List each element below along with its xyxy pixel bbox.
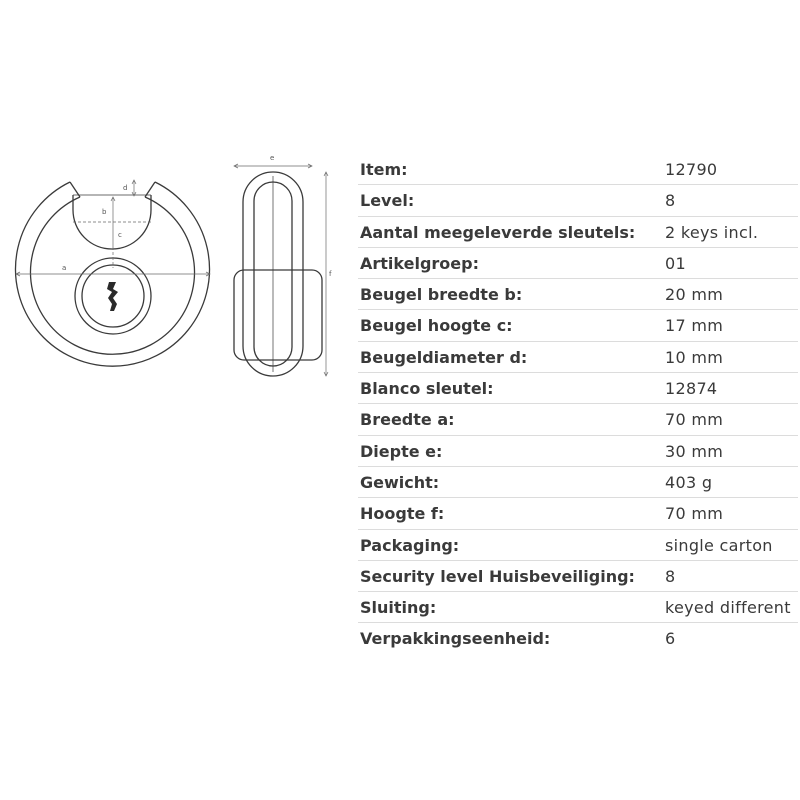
dim-label-d: d [123,184,128,192]
spec-value: 2 keys incl. [665,222,759,242]
spec-value: 6 [665,629,676,649]
spec-value: keyed different [665,598,791,618]
spec-label: Beugel breedte b: [360,285,523,305]
spec-label: Aantal meegeleverde sleutels: [360,222,636,242]
spec-value: 30 mm [665,441,724,461]
spec-row-level [358,185,798,216]
spec-value: 20 mm [665,285,724,305]
spec-label: Blanco sleutel: [360,379,494,399]
spec-label: Beugeldiameter d: [360,347,528,367]
spec-value: 10 mm [665,347,724,367]
spec-label: Beugel hoogte c: [360,316,513,336]
spec-label: Sluiting: [360,598,437,618]
spec-label: Security level Huisbeveiliging: [360,566,635,586]
spec-value: 403 g [665,472,713,492]
spec-row-weight [358,467,798,498]
dim-label-e: e [270,154,275,162]
spec-row-blank-key [358,373,798,404]
spec-label: Artikelgroep: [360,253,479,273]
spec-row-width [358,404,798,435]
spec-value: 17 mm [665,316,724,336]
spec-value: 70 mm [665,504,724,524]
spec-row-shackle-width [358,279,798,310]
spec-row-shackle-height [358,310,798,341]
spec-value: 70 mm [665,410,724,430]
dim-label-b: b [102,208,107,216]
spec-row-keys-included [358,217,798,248]
spec-row-shackle-diameter [358,342,798,373]
spec-label: Level: [360,191,415,211]
spec-row-item [358,154,798,185]
spec-label: Hoogte f: [360,504,445,524]
spec-table [358,154,798,655]
spec-row-depth [358,436,798,467]
spec-value: 8 [665,191,676,211]
spec-value: 12874 [665,379,718,399]
spec-value: 8 [665,566,676,586]
spec-label: Breedte a: [360,410,455,430]
spec-row-article-group [358,248,798,279]
padlock-side-view [234,172,322,376]
padlock-technical-drawing [0,0,340,800]
dim-label-c: c [118,231,122,239]
spec-row-packaging [358,530,798,561]
spec-value: 12790 [665,160,718,179]
spec-label: Packaging: [360,535,460,555]
spec-label: Verpakkingseenheid: [360,629,551,649]
spec-row-height [358,498,798,529]
spec-label: Diepte e: [360,441,443,461]
spec-value: single carton [665,535,773,555]
spec-value: 01 [665,253,686,273]
spec-label: Gewicht: [360,472,440,492]
spec-row-security-level [358,561,798,592]
dim-label-a: a [62,264,67,272]
keyway-icon [107,282,118,311]
dim-label-f: f [329,270,332,278]
spec-row-packaging-unit [358,623,798,654]
spec-row-locking [358,592,798,623]
spec-label: Item: [360,160,408,179]
